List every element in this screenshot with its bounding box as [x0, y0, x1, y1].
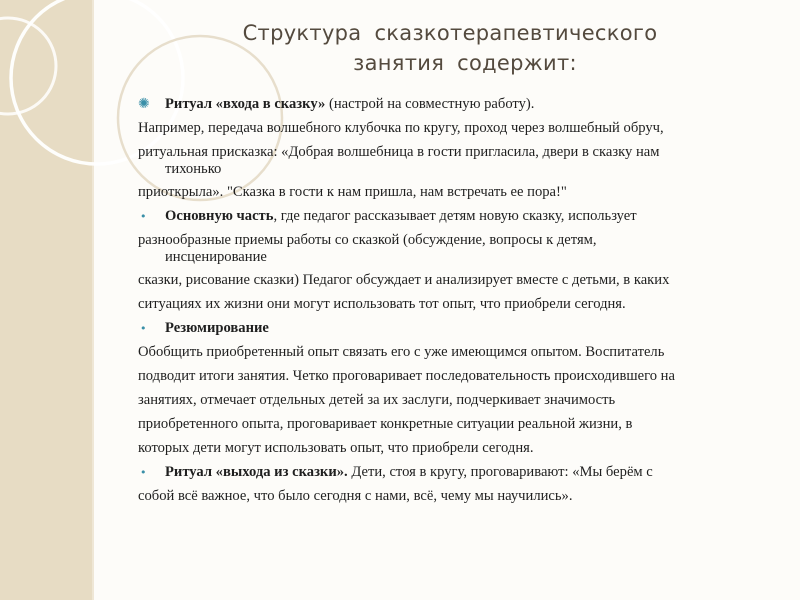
slide-content: [138, 95, 772, 511]
paragraph-line: подводит итоги занятия. Четко проговаривает последовательность происходившего на: [138, 368, 675, 384]
paragraph-line-text: разнообразные приемы работы со сказкой (обсуждение, вопросы к детям,: [138, 232, 597, 248]
bullet-item-summary: [138, 319, 772, 338]
paragraph-line-wrapped: [138, 143, 772, 178]
paragraph-line: приоткрыла». "Сказка в гости к нам пришла, нам встречать ее пора!": [138, 184, 567, 200]
main-part-heading: Основную часть: [165, 208, 274, 224]
exit-ritual-heading: Ритуал «выхода из сказки».: [165, 464, 348, 480]
paragraph-line: собой всё важное, что было сегодня с нами, всё, чему мы научились».: [138, 488, 573, 504]
paragraph-line: Обобщить приобретенный опыт связать его с уже имеющимся опытом. Воспитатель: [138, 344, 665, 360]
summary-heading: Резюмирование: [165, 320, 269, 336]
bullet-item-exit-ritual: [138, 463, 772, 482]
paragraph-line: занятиях, отмечает отдельных детей за их заслуги, подчеркивает значимость: [138, 392, 616, 408]
bullet-dot-icon: ✺: [138, 96, 150, 112]
title-line-2: занятия содержит:: [353, 51, 577, 75]
page-title: [150, 18, 750, 78]
bullet-item-entry-ritual: [138, 95, 772, 114]
bullet-item-main-part: [138, 207, 772, 226]
title-line-1: Структура сказкотерапевтического: [242, 21, 658, 45]
paragraph-line-text: ритуальная присказка: «Добрая волшебница в гости пригласила, двери в сказку нам: [138, 144, 660, 160]
paragraph-line: приобретенного опыта, проговаривает конкретные ситуации реальной жизни, в: [138, 416, 633, 432]
entry-ritual-heading: Ритуал «входа в сказку»: [165, 96, 326, 112]
exit-ritual-text: Дети, стоя в кругу, проговаривают: «Мы берём с: [347, 464, 653, 480]
main-part-text: , где педагог рассказывает детям новую сказку, использует: [273, 208, 637, 224]
left-decorative-band: [0, 0, 92, 600]
entry-ritual-text: (настрой на совместную работу).: [325, 96, 535, 112]
paragraph-line: ситуациях их жизни они могут использовать тот опыт, что приобрели сегодня.: [138, 296, 626, 312]
bullet-dot-icon: •: [140, 210, 147, 223]
paragraph-line-continuation: тихонько: [165, 161, 222, 177]
paragraph-line-wrapped: [138, 231, 772, 266]
paragraph-line: сказки, рисование сказки) Педагог обсуждает и анализирует вместе с детьми, в каких: [138, 272, 670, 288]
paragraph-line: которых дети могут использовать опыт, что приобрели сегодня.: [138, 440, 534, 456]
paragraph-line-continuation: инсценирование: [165, 249, 267, 265]
bullet-dot-icon: •: [140, 322, 147, 335]
band-edge: [92, 0, 94, 600]
bullet-dot-icon: •: [140, 466, 147, 479]
paragraph-line: Например, передача волшебного клубочка по кругу, проход через волшебный обруч,: [138, 120, 664, 136]
